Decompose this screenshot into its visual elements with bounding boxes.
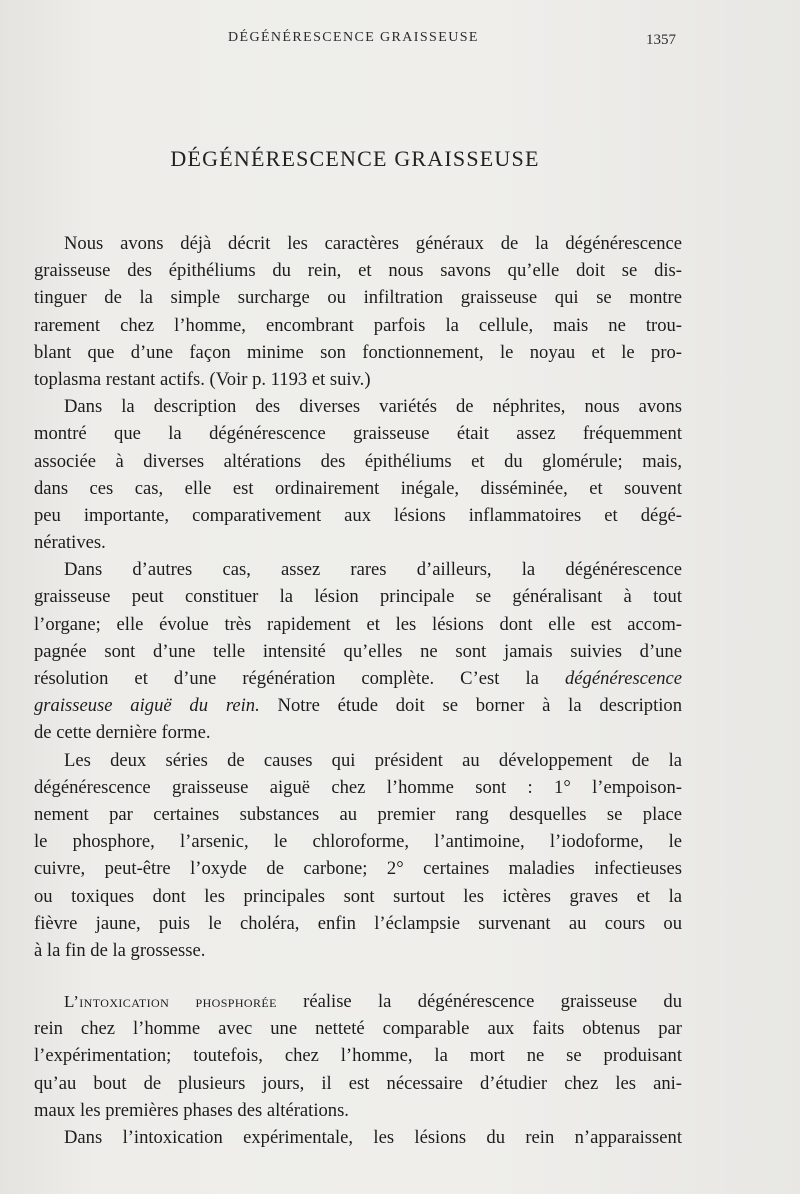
italic-term: graisseuse aiguë du rein. — [34, 695, 260, 717]
chapter-title: DÉGÉNÉRESCENCE GRAISSEUSE — [170, 146, 540, 171]
text-line: nératives. — [34, 532, 106, 554]
text-line: tinguer de la simple surcharge ou infiltration graisseuse qui se montre — [34, 287, 682, 309]
text-run: Notre étude doit se borner à la description — [259, 695, 682, 717]
text-line: nement par certaines substances au premier rang desquelles se place — [34, 803, 682, 825]
text-line: Dans d’autres cas, assez rares d’ailleurs, la dégénérescence — [64, 559, 682, 581]
text-run: résolution et d’une régénération complète. C’est la — [34, 668, 565, 689]
text-line: ou toxiques dont les principales sont surtout les ictères graves et la — [34, 885, 682, 907]
text-line: pagnée sont d’une telle intensité qu’elles ne sont jamais suivies d’une — [34, 640, 682, 662]
text-line: l’organe; elle évolue très rapidement et les lésions dont elle est accom- — [34, 613, 682, 635]
text-line: Les deux séries de causes qui président au développement de la — [64, 749, 682, 771]
text-line: de cette dernière forme. — [34, 722, 211, 744]
running-title: DÉGÉNÉRESCENCE GRAISSEUSE — [228, 30, 479, 45]
text-line: dégénérescence graisseuse aiguë chez l’homme sont : 1° l’empoison- — [34, 776, 682, 798]
paragraph-4 — [34, 747, 682, 965]
paragraph-gap — [34, 964, 682, 988]
text-line: Dans la description des diverses variétés de néphrites, nous avons — [64, 396, 682, 418]
text-line: graisseuse peut constituer la lésion principale se généralisant à tout — [34, 586, 682, 608]
text-line: montré que la dégénérescence graisseuse était assez fréquemment — [34, 423, 682, 445]
text-line: à la fin de la grossesse. — [34, 939, 206, 961]
text-line: peu importante, comparativement aux lésions inflammatoires et dégé- — [34, 504, 682, 526]
text-line: dans ces cas, elle est ordinairement inégale, disséminée, et souvent — [34, 477, 682, 499]
page-number: 1357 — [646, 32, 676, 48]
text-run: réalise la dégénérescence graisseuse du — [276, 991, 682, 1013]
text-line — [34, 988, 682, 1015]
running-header — [0, 30, 800, 54]
paragraph-3 — [34, 556, 682, 746]
text-line: rarement chez l’homme, encombrant parfois la cellule, mais ne trou- — [34, 314, 682, 336]
paragraph-1 — [34, 230, 682, 393]
text-line: associée à diverses altérations des épithéliums et du glomérule; mais, — [34, 450, 682, 472]
text-line: Dans l’intoxication expérimentale, les lésions du rein n’apparaissent — [64, 1127, 682, 1148]
text-line: le phosphore, l’arsenic, le chloroforme, l’antimoine, l’iodoforme, le — [34, 831, 682, 853]
text-line: graisseuse des épithéliums du rein, et nous savons qu’elle doit se dis- — [34, 260, 682, 282]
text-line: cuivre, peut-être l’oxyde de carbone; 2° certaines maladies infectieuses — [34, 858, 682, 880]
text-line: rein chez l’homme avec une netteté comparable aux faits obtenus par — [34, 1018, 682, 1040]
text-line: l’expérimentation; toutefois, chez l’homme, la mort ne se produisant — [34, 1045, 682, 1067]
body-text — [34, 230, 682, 1151]
paragraph-6 — [34, 1124, 682, 1151]
paragraph-2 — [34, 393, 682, 556]
text-line: maux les premières phases des altérations. — [34, 1099, 349, 1121]
text-line: fièvre jaune, puis le choléra, enfin l’éclampsie survenant au cours ou — [34, 912, 682, 934]
text-line: Nous avons déjà décrit les caractères généraux de la dégénérescence — [64, 233, 682, 254]
small-caps-lead: L’intoxication phosphorée — [64, 992, 277, 1012]
text-line: blant que d’une façon minime son fonctionnement, le noyau et le pro- — [34, 341, 682, 363]
paragraph-5 — [34, 988, 682, 1124]
text-line: toplasma restant actifs. (Voir p. 1193 et suiv.) — [34, 368, 371, 390]
italic-term: dégénérescence — [565, 668, 682, 689]
text-line — [34, 665, 682, 692]
text-line: qu’au bout de plusieurs jours, il est nécessaire d’étudier chez les ani- — [34, 1072, 682, 1094]
text-line — [34, 692, 682, 719]
